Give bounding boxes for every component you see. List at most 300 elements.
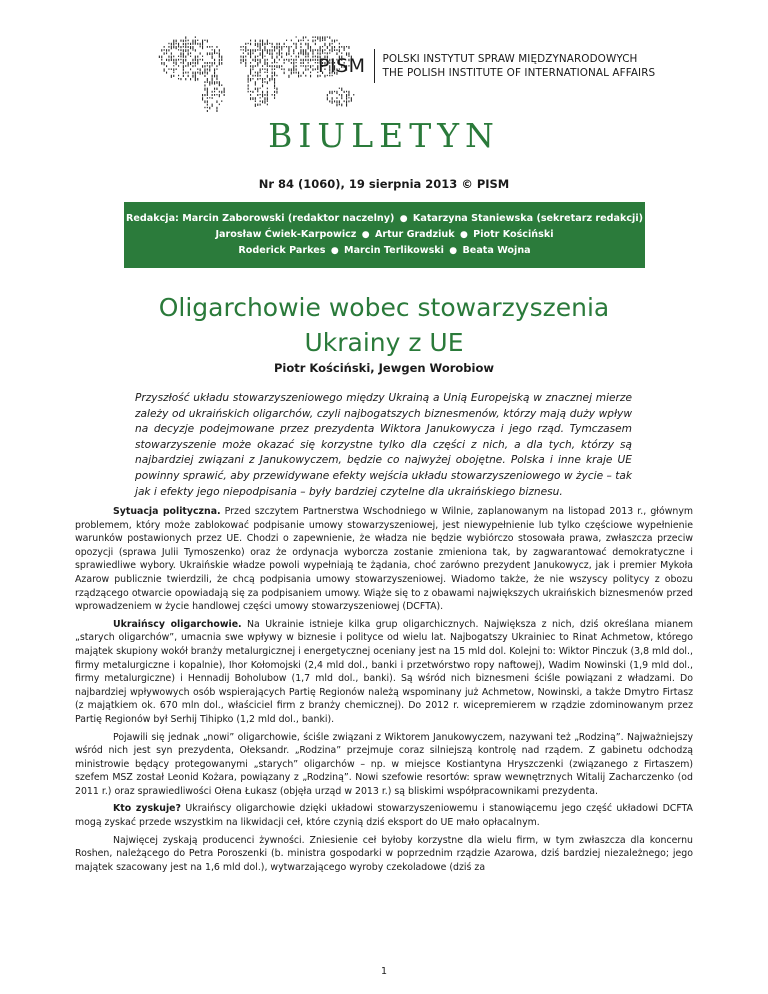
- map-dot: [168, 68, 169, 69]
- map-dot: [192, 43, 193, 45]
- map-dot: [300, 52, 301, 54]
- map-dot: [264, 56, 265, 57]
- map-dot: [204, 65, 205, 67]
- map-dot: [250, 97, 251, 100]
- map-dot: [178, 59, 179, 61]
- paragraph: [75, 802, 693, 829]
- map-dot: [178, 56, 179, 57]
- map-dot: [250, 56, 251, 59]
- map-dot: [202, 46, 203, 49]
- map-dot: [272, 52, 273, 55]
- map-dot: [252, 59, 253, 61]
- map-dot: [188, 46, 189, 48]
- map-dot: [257, 72, 258, 75]
- issue-line: Nr 84 (1060), 19 sierpnia 2013 © PISM: [258, 177, 510, 191]
- map-dot: [248, 75, 249, 78]
- map-dot: [267, 65, 268, 67]
- map-dot: [303, 36, 304, 38]
- map-dot: [202, 56, 203, 57]
- map-dot: [310, 72, 311, 74]
- map-dot: [168, 56, 169, 58]
- map-dot: [219, 49, 220, 52]
- map-dot: [293, 72, 294, 74]
- map-dot: [255, 97, 256, 100]
- map-dot: [260, 49, 261, 51]
- map-dot: [207, 91, 208, 94]
- map-dot: [180, 62, 181, 63]
- map-dot: [219, 104, 220, 106]
- map-dot: [250, 91, 251, 92]
- map-dot: [255, 84, 256, 85]
- map-dot: [183, 75, 184, 77]
- map-dot: [264, 97, 265, 100]
- map-dot: [315, 49, 316, 51]
- map-dot: [195, 56, 196, 59]
- map-dot: [245, 49, 246, 52]
- map-dot: [293, 68, 294, 71]
- bullet-icon: ●: [459, 230, 468, 240]
- map-dot: [183, 43, 184, 45]
- map-dot: [212, 97, 213, 99]
- map-dot: [312, 59, 313, 61]
- map-dot: [209, 52, 210, 55]
- map-dot: [176, 59, 177, 62]
- map-dot: [305, 68, 306, 70]
- map-dot: [212, 78, 213, 81]
- map-dot: [255, 40, 256, 42]
- map-dot: [288, 59, 289, 62]
- map-dot: [240, 56, 241, 58]
- map-dot: [260, 43, 261, 46]
- map-dot: [243, 46, 244, 47]
- map-dot: [324, 43, 325, 46]
- map-dot: [255, 65, 256, 67]
- map-dot: [262, 78, 263, 81]
- map-dot: [248, 52, 249, 55]
- map-dot: [250, 43, 251, 45]
- map-dot: [348, 94, 349, 96]
- map-dot: [286, 40, 287, 41]
- map-dot: [216, 100, 217, 103]
- map-dot: [260, 104, 261, 106]
- map-dot: [216, 78, 217, 80]
- editorial-row-2: [124, 227, 645, 243]
- map-dot: [209, 97, 210, 98]
- map-dot: [257, 91, 258, 93]
- map-dot: [202, 94, 203, 96]
- map-dot: [257, 56, 258, 58]
- map-dot: [166, 72, 167, 74]
- map-dot: [315, 43, 316, 45]
- map-dot: [176, 43, 177, 45]
- map-dot: [197, 62, 198, 64]
- map-dot: [281, 49, 282, 50]
- map-dot: [269, 43, 270, 44]
- map-dot: [216, 75, 217, 78]
- map-dot: [166, 52, 167, 54]
- map-dot: [262, 94, 263, 97]
- map-dot: [255, 49, 256, 52]
- map-dot: [207, 78, 208, 81]
- map-dot: [284, 62, 285, 64]
- map-dot: [260, 72, 261, 74]
- map-dot: [190, 62, 191, 65]
- map-dot: [308, 46, 309, 49]
- map-dot: [291, 72, 292, 75]
- map-dot: [276, 56, 277, 59]
- map-dot: [202, 72, 203, 75]
- map-dot: [212, 46, 213, 47]
- map-dot: [219, 56, 220, 58]
- map-dot: [272, 43, 273, 45]
- map-dot: [257, 65, 258, 66]
- map-dot: [188, 65, 189, 66]
- map-dot: [185, 49, 186, 52]
- map-dot: [240, 46, 241, 48]
- map-dot: [274, 49, 275, 51]
- map-dot: [183, 65, 184, 68]
- map-dot: [188, 49, 189, 52]
- map-dot: [221, 100, 222, 102]
- map-dot: [267, 104, 268, 106]
- map-dot: [204, 88, 205, 91]
- map-dot: [240, 62, 241, 64]
- map-dot: [243, 56, 244, 59]
- map-dot: [308, 59, 309, 61]
- map-dot: [164, 49, 165, 51]
- map-dot: [291, 68, 292, 71]
- map-dot: [164, 46, 165, 48]
- map-dot: [183, 56, 184, 58]
- page-number: 1: [380, 966, 388, 977]
- map-dot: [276, 91, 277, 94]
- map-dot: [257, 88, 258, 91]
- map-dot: [284, 46, 285, 47]
- map-dot: [276, 62, 277, 63]
- map-dot: [339, 43, 340, 45]
- map-dot: [274, 88, 275, 89]
- map-dot: [262, 68, 263, 69]
- map-dot: [257, 78, 258, 80]
- editor-name: Roderick Parkes: [238, 245, 326, 256]
- paragraph-text: Ukraińscy oligarchowie dzięki układowi stowarzyszeniowemu i stanowiącemu jego część układowi DCFTA mogą zyskać przede wszystkim na likwidacji ceł, które czynią dziś eksport do UE mało opłacalnym.: [75, 803, 693, 829]
- map-dot: [195, 78, 196, 81]
- map-dot: [286, 52, 287, 55]
- map-dot: [272, 68, 273, 70]
- map-dot: [267, 72, 268, 73]
- map-dot: [298, 52, 299, 54]
- map-dot: [250, 52, 251, 55]
- map-dot: [171, 59, 172, 61]
- map-dot: [279, 46, 280, 48]
- map-dot: [303, 65, 304, 67]
- map-dot: [264, 68, 265, 70]
- logo-divider: [374, 49, 375, 83]
- map-dot: [305, 49, 306, 52]
- masthead-title: BIULETYN: [268, 116, 500, 155]
- map-dot: [185, 46, 186, 48]
- map-dot: [221, 56, 222, 59]
- map-dot: [267, 62, 268, 65]
- map-dot: [334, 91, 335, 92]
- map-dot: [250, 68, 251, 71]
- map-dot: [173, 43, 174, 46]
- map-dot: [293, 52, 294, 54]
- map-dot: [202, 59, 203, 61]
- map-dot: [212, 56, 213, 59]
- map-dot: [310, 46, 311, 49]
- map-dot: [300, 65, 301, 66]
- map-dot: [255, 75, 256, 77]
- map-dot: [224, 91, 225, 93]
- map-dot: [346, 97, 347, 100]
- map-dot: [274, 97, 275, 99]
- map-dot: [200, 72, 201, 75]
- map-dot: [276, 75, 277, 77]
- map-dot: [293, 43, 294, 45]
- map-dot: [209, 65, 210, 68]
- map-dot: [171, 75, 172, 78]
- map-dot: [305, 59, 306, 61]
- map-dot: [183, 62, 184, 64]
- map-dot: [214, 81, 215, 84]
- map-dot: [284, 72, 285, 75]
- map-dot: [291, 62, 292, 64]
- map-dot: [339, 88, 340, 89]
- map-dot: [185, 40, 186, 42]
- map-dot: [185, 43, 186, 46]
- map-dot: [303, 52, 304, 55]
- map-dot: [188, 62, 189, 65]
- editorial-row-3: [124, 243, 645, 259]
- map-dot: [207, 94, 208, 96]
- map-dot: [264, 62, 265, 65]
- map-dot: [204, 40, 205, 41]
- map-dot: [245, 46, 246, 49]
- map-dot: [202, 43, 203, 46]
- map-dot: [339, 94, 340, 96]
- map-dot: [207, 110, 208, 112]
- map-dot: [308, 40, 309, 42]
- map-dot: [344, 100, 345, 102]
- map-dot: [221, 59, 222, 61]
- map-dot: [262, 43, 263, 46]
- map-dot: [279, 43, 280, 46]
- map-dot: [252, 78, 253, 80]
- map-dot: [296, 43, 297, 46]
- map-dot: [257, 62, 258, 65]
- article-body: [75, 505, 693, 874]
- map-dot: [180, 78, 181, 80]
- map-dot: [197, 40, 198, 41]
- map-dot: [300, 75, 301, 77]
- map-dot: [260, 62, 261, 63]
- map-dot: [202, 65, 203, 68]
- map-dot: [344, 91, 345, 93]
- map-dot: [317, 36, 318, 39]
- map-dot: [224, 94, 225, 96]
- map-dot: [214, 72, 215, 75]
- map-dot: [320, 40, 321, 42]
- map-dot: [315, 40, 316, 42]
- map-dot: [281, 65, 282, 67]
- map-dot: [267, 59, 268, 61]
- map-dot: [180, 56, 181, 58]
- map-dot: [257, 104, 258, 106]
- map-dot: [168, 43, 169, 44]
- map-dot: [262, 84, 263, 87]
- map-dot: [300, 40, 301, 42]
- map-dot: [279, 52, 280, 55]
- bullet-icon: ●: [361, 230, 370, 240]
- map-dot: [212, 65, 213, 66]
- map-dot: [190, 56, 191, 57]
- map-dot: [161, 59, 162, 61]
- map-dot: [180, 52, 181, 55]
- map-dot: [257, 94, 258, 96]
- map-dot: [255, 72, 256, 74]
- paragraph: [75, 505, 693, 614]
- map-dot: [260, 88, 261, 89]
- map-dot: [257, 46, 258, 47]
- map-dot: [200, 59, 201, 60]
- map-dot: [329, 43, 330, 46]
- map-dot: [284, 43, 285, 45]
- map-dot: [315, 68, 316, 70]
- map-dot: [214, 52, 215, 54]
- map-dot: [315, 36, 316, 38]
- institute-name-pl: POLSKI INSTYTUT SPRAW MIĘDZYNARODOWYCH: [382, 53, 638, 65]
- map-dot: [171, 68, 172, 70]
- map-dot: [327, 94, 328, 96]
- map-dot: [224, 88, 225, 91]
- map-dot: [207, 72, 208, 75]
- map-dot: [288, 52, 289, 55]
- map-dot: [209, 46, 210, 48]
- map-dot: [291, 59, 292, 61]
- map-dot: [346, 100, 347, 103]
- map-dot: [267, 49, 268, 52]
- map-dot: [178, 75, 179, 76]
- map-dot: [195, 40, 196, 43]
- map-dot: [248, 84, 249, 86]
- map-dot: [312, 56, 313, 58]
- map-dot: [260, 52, 261, 55]
- map-dot: [219, 59, 220, 62]
- map-dot: [288, 46, 289, 49]
- article-authors: Piotr Kościński, Jewgen Worobiow: [273, 361, 495, 375]
- institute-name-en: THE POLISH INSTITUTE OF INTERNATIONAL AFFAIRS: [382, 67, 656, 79]
- map-dot: [305, 65, 306, 67]
- map-dot: [168, 49, 169, 51]
- map-dot: [267, 52, 268, 54]
- map-dot: [185, 78, 186, 80]
- map-dot: [164, 68, 165, 71]
- map-dot: [164, 52, 165, 54]
- map-dot: [219, 84, 220, 86]
- map-dot: [296, 68, 297, 70]
- editor-name: Marcin Terlikowski: [344, 245, 444, 256]
- map-dot: [276, 65, 277, 68]
- map-dot: [260, 78, 261, 79]
- map-dot: [332, 40, 333, 42]
- map-dot: [288, 49, 289, 52]
- map-dot: [248, 91, 249, 93]
- map-dot: [293, 65, 294, 68]
- map-dot: [204, 100, 205, 103]
- map-dot: [296, 72, 297, 74]
- map-dot: [320, 36, 321, 39]
- map-dot: [262, 56, 263, 59]
- map-dot: [305, 52, 306, 55]
- map-dot: [276, 52, 277, 54]
- map-dot: [262, 52, 263, 55]
- map-dot: [202, 40, 203, 43]
- map-dot: [257, 43, 258, 46]
- map-dot: [288, 75, 289, 78]
- map-dot: [327, 36, 328, 37]
- map-dot: [207, 97, 208, 99]
- map-dot: [308, 65, 309, 66]
- map-dot: [260, 40, 261, 43]
- map-dot: [281, 52, 282, 54]
- editorial-board-box: [124, 202, 645, 268]
- map-dot: [250, 65, 251, 67]
- map-dot: [197, 56, 198, 58]
- map-dot: [262, 40, 263, 43]
- map-dot: [200, 68, 201, 71]
- map-dot: [240, 59, 241, 62]
- map-dot: [255, 43, 256, 46]
- map-dot: [207, 88, 208, 91]
- map-dot: [248, 88, 249, 90]
- map-dot: [260, 59, 261, 62]
- map-dot: [190, 78, 191, 80]
- map-dot: [188, 52, 189, 55]
- map-dot: [214, 75, 215, 78]
- map-dot: [274, 78, 275, 81]
- map-dot: [197, 43, 198, 45]
- map-dot: [260, 94, 261, 95]
- map-dot: [267, 75, 268, 78]
- map-dot: [260, 46, 261, 49]
- map-dot: [310, 59, 311, 62]
- map-dot: [214, 59, 215, 61]
- map-dot: [264, 59, 265, 62]
- map-dot: [176, 40, 177, 43]
- map-dot: [272, 65, 273, 67]
- editor-name: Redakcja: Marcin Zaborowski (redaktor naczelny): [125, 213, 395, 224]
- map-dot: [252, 52, 253, 54]
- map-dot: [185, 59, 186, 62]
- article-title-line-2: Ukrainy z UE: [304, 328, 464, 357]
- map-dot: [296, 36, 297, 37]
- map-dot: [296, 59, 297, 61]
- map-dot: [207, 62, 208, 64]
- map-dot: [336, 91, 337, 94]
- map-dot: [332, 43, 333, 45]
- section-heading: Ukraińscy oligarchowie.: [113, 618, 242, 630]
- map-dot: [204, 72, 205, 74]
- map-dot: [260, 97, 261, 98]
- map-dot: [348, 100, 349, 102]
- paragraph-text: Przed szczytem Partnerstwa Wschodniego w Wilnie, zaplanowanym na listopad 2013 r., głównym problemem, który może zablokować podpisanie umowy stowarzyszeniowej, jest niewypełnienie lub tylko częściowe wypełnienie warunków postawionych przez UE. Chodzi o zapewnienie, że władza nie będzie wybiórczo stosowała prawa, zwłaszcza przeciw opozycji (sprawa Julii Tymoszenko) oraz że ordynacja wyborcza zostanie zmieniona tak, by zagwarantować demokratyczne i sprawiedliwe wybory. Ukraińskie władze powoli wypełniają te żądania, choć zarówno prezydent Janukowycz, jak i premier Mykoła Azarow publicznie twierdzili, że chcą podpisania umowy stowarzyszeniowej. Wiadomo także, że nie wszyscy politycy z obozu rządzącego otwarcie opowiadają się za podpisaniem umowy. Wiąże się to z obawami największych ukraińskich biznesmenów przed wprowadzeniem w życie handlowej części umowy stowarzyszeniowej (DCFTA).: [75, 506, 693, 613]
- map-dot: [334, 40, 335, 43]
- map-dot: [305, 36, 306, 38]
- map-dot: [209, 68, 210, 71]
- map-dot: [188, 72, 189, 74]
- map-dot: [274, 75, 275, 76]
